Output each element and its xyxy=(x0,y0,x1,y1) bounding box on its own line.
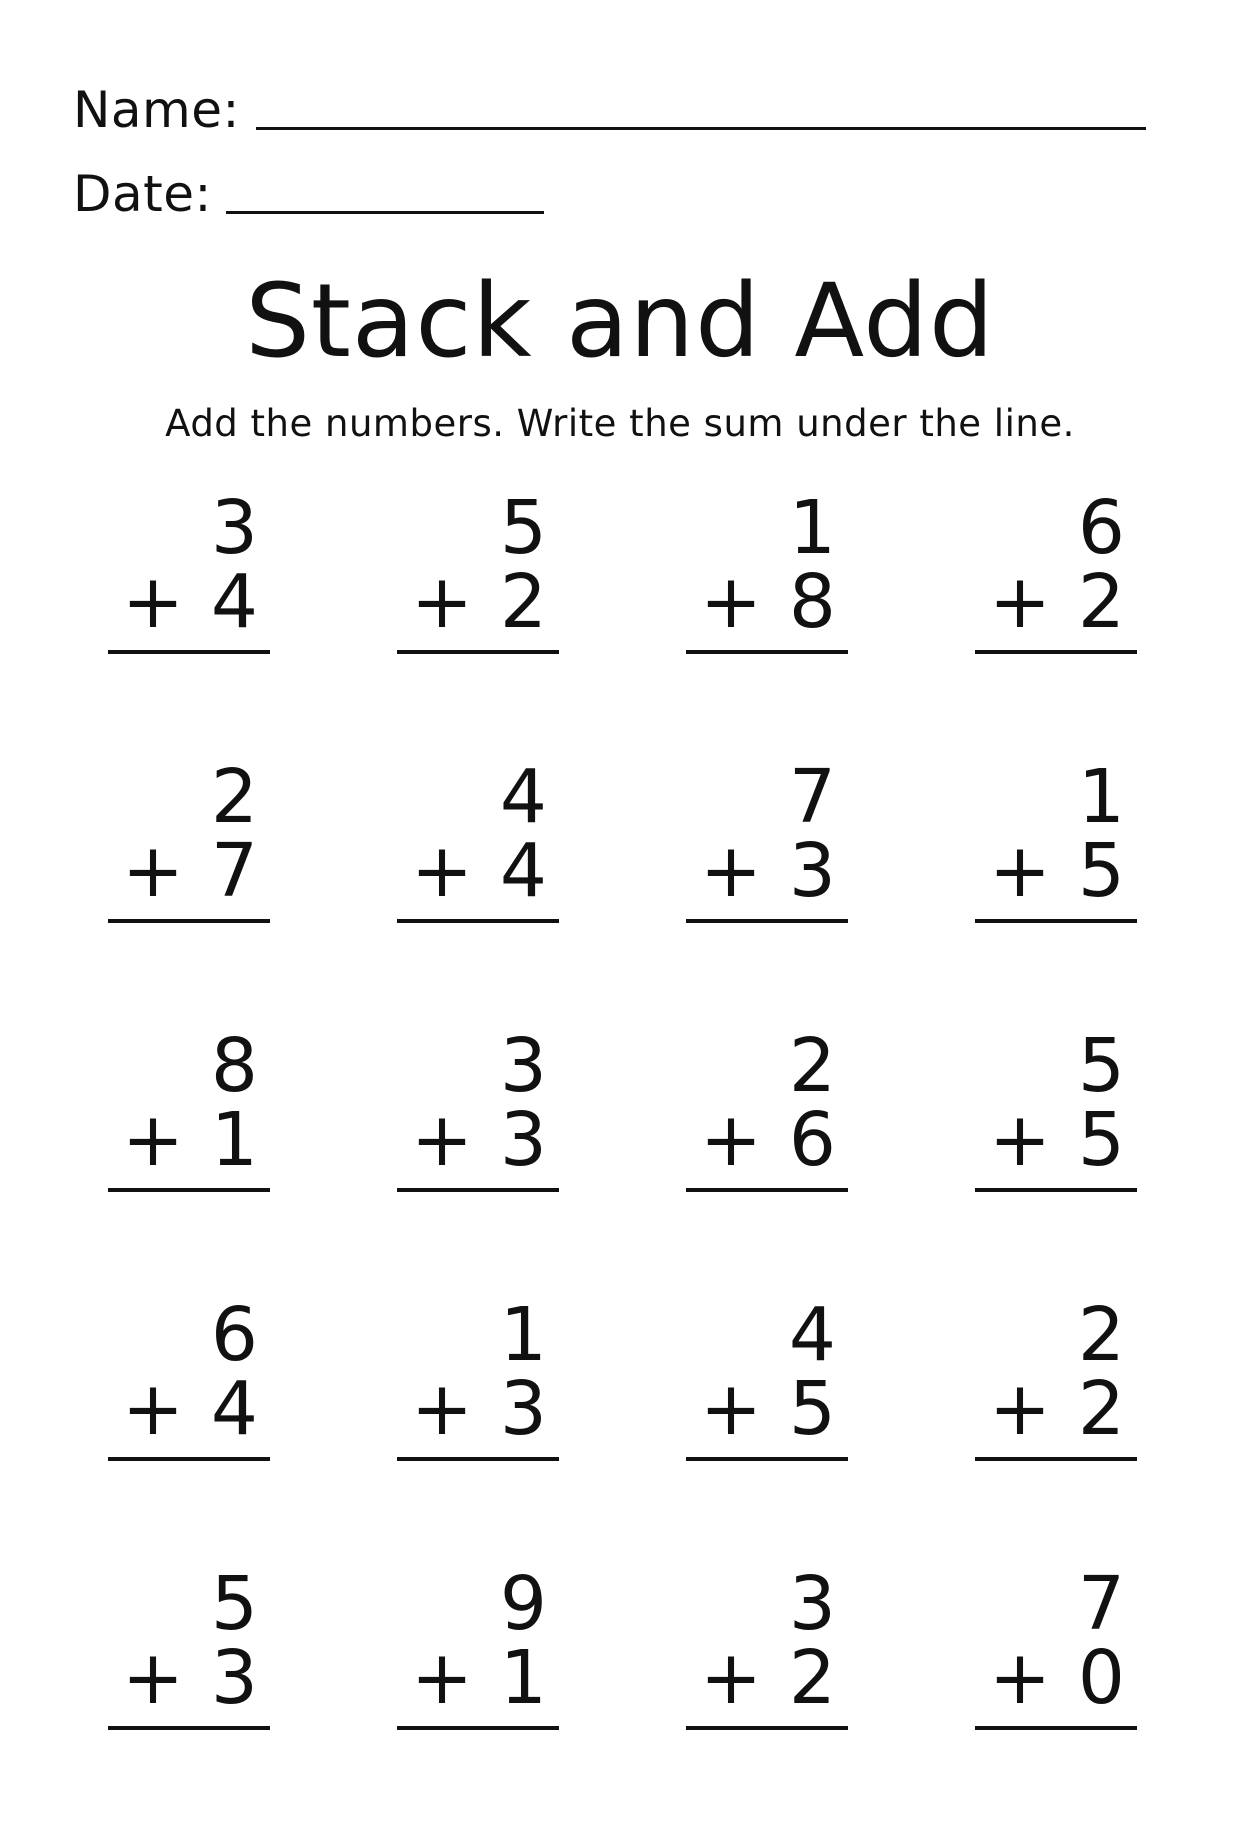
name-field xyxy=(73,80,1146,140)
plus-sign: + xyxy=(411,1366,474,1452)
top-addend: 2 xyxy=(1077,1292,1125,1378)
plus-sign: + xyxy=(989,828,1052,914)
top-addend: 1 xyxy=(499,1292,547,1378)
bottom-addend: 0 xyxy=(1077,1635,1125,1721)
answer-line[interactable] xyxy=(686,1188,848,1192)
problem-grid xyxy=(108,485,1138,1756)
plus-sign: + xyxy=(122,1366,185,1452)
date-label: Date: xyxy=(73,165,212,223)
answer-line[interactable] xyxy=(975,1726,1137,1730)
addition-problem xyxy=(397,1292,559,1487)
addition-problem xyxy=(108,1023,270,1218)
bottom-addend: 5 xyxy=(1077,1097,1125,1183)
bottom-addend: 3 xyxy=(788,828,836,914)
answer-line[interactable] xyxy=(686,650,848,654)
bottom-addend: 1 xyxy=(210,1097,258,1183)
answer-line[interactable] xyxy=(975,1457,1137,1461)
addition-problem xyxy=(397,1561,559,1756)
bottom-addend: 3 xyxy=(210,1635,258,1721)
top-addend: 3 xyxy=(788,1561,836,1647)
bottom-addend: 3 xyxy=(499,1097,547,1183)
top-addend: 2 xyxy=(788,1023,836,1109)
bottom-addend: 2 xyxy=(499,559,547,645)
addition-problem xyxy=(975,754,1137,949)
addition-problem xyxy=(686,754,848,949)
plus-sign: + xyxy=(989,559,1052,645)
answer-line[interactable] xyxy=(397,650,559,654)
answer-line[interactable] xyxy=(397,1457,559,1461)
bottom-addend: 2 xyxy=(1077,559,1125,645)
addition-problem xyxy=(108,754,270,949)
answer-line[interactable] xyxy=(108,1726,270,1730)
plus-sign: + xyxy=(989,1366,1052,1452)
answer-line[interactable] xyxy=(397,1188,559,1192)
plus-sign: + xyxy=(700,1366,763,1452)
plus-sign: + xyxy=(411,1635,474,1721)
addition-problem xyxy=(975,1023,1137,1218)
top-addend: 3 xyxy=(499,1023,547,1109)
top-addend: 2 xyxy=(210,754,258,840)
answer-line[interactable] xyxy=(975,919,1137,923)
bottom-addend: 1 xyxy=(499,1635,547,1721)
plus-sign: + xyxy=(700,559,763,645)
plus-sign: + xyxy=(411,559,474,645)
answer-line[interactable] xyxy=(397,919,559,923)
addition-problem xyxy=(686,1023,848,1218)
plus-sign: + xyxy=(411,1097,474,1183)
bottom-addend: 5 xyxy=(1077,828,1125,914)
top-addend: 6 xyxy=(210,1292,258,1378)
addition-problem xyxy=(686,485,848,680)
answer-line[interactable] xyxy=(975,1188,1137,1192)
bottom-addend: 6 xyxy=(788,1097,836,1183)
top-addend: 5 xyxy=(1077,1023,1125,1109)
name-blank-line[interactable] xyxy=(256,127,1146,130)
top-addend: 7 xyxy=(788,754,836,840)
top-addend: 9 xyxy=(499,1561,547,1647)
plus-sign: + xyxy=(122,559,185,645)
top-addend: 4 xyxy=(499,754,547,840)
plus-sign: + xyxy=(411,828,474,914)
plus-sign: + xyxy=(700,828,763,914)
addition-problem xyxy=(686,1292,848,1487)
addition-problem xyxy=(686,1561,848,1756)
top-addend: 6 xyxy=(1077,485,1125,571)
top-addend: 3 xyxy=(210,485,258,571)
answer-line[interactable] xyxy=(108,919,270,923)
bottom-addend: 4 xyxy=(210,559,258,645)
date-field xyxy=(73,164,544,224)
bottom-addend: 2 xyxy=(788,1635,836,1721)
top-addend: 5 xyxy=(499,485,547,571)
page-title: Stack and Add xyxy=(245,262,995,381)
plus-sign: + xyxy=(122,1635,185,1721)
addition-problem xyxy=(975,1561,1137,1756)
bottom-addend: 5 xyxy=(788,1366,836,1452)
plus-sign: + xyxy=(700,1635,763,1721)
bottom-addend: 4 xyxy=(210,1366,258,1452)
answer-line[interactable] xyxy=(108,1188,270,1192)
bottom-addend: 3 xyxy=(499,1366,547,1452)
answer-line[interactable] xyxy=(108,1457,270,1461)
answer-line[interactable] xyxy=(686,1726,848,1730)
top-addend: 4 xyxy=(788,1292,836,1378)
top-addend: 1 xyxy=(788,485,836,571)
addition-problem xyxy=(108,1561,270,1756)
plus-sign: + xyxy=(122,1097,185,1183)
plus-sign: + xyxy=(700,1097,763,1183)
answer-line[interactable] xyxy=(686,1457,848,1461)
addition-problem xyxy=(975,485,1137,680)
answer-line[interactable] xyxy=(108,650,270,654)
addition-problem xyxy=(397,1023,559,1218)
plus-sign: + xyxy=(122,828,185,914)
answer-line[interactable] xyxy=(397,1726,559,1730)
top-addend: 1 xyxy=(1077,754,1125,840)
name-label: Name: xyxy=(73,81,240,139)
addition-problem xyxy=(108,1292,270,1487)
plus-sign: + xyxy=(989,1635,1052,1721)
bottom-addend: 8 xyxy=(788,559,836,645)
answer-line[interactable] xyxy=(975,650,1137,654)
top-addend: 5 xyxy=(210,1561,258,1647)
addition-problem xyxy=(397,485,559,680)
date-blank-line[interactable] xyxy=(226,211,544,214)
bottom-addend: 7 xyxy=(210,828,258,914)
bottom-addend: 4 xyxy=(499,828,547,914)
addition-problem xyxy=(975,1292,1137,1487)
bottom-addend: 2 xyxy=(1077,1366,1125,1452)
addition-problem xyxy=(108,485,270,680)
answer-line[interactable] xyxy=(686,919,848,923)
top-addend: 8 xyxy=(210,1023,258,1109)
addition-problem xyxy=(397,754,559,949)
top-addend: 7 xyxy=(1077,1561,1125,1647)
plus-sign: + xyxy=(989,1097,1052,1183)
instructions-text: Add the numbers. Write the sum under the line. xyxy=(165,402,1075,445)
